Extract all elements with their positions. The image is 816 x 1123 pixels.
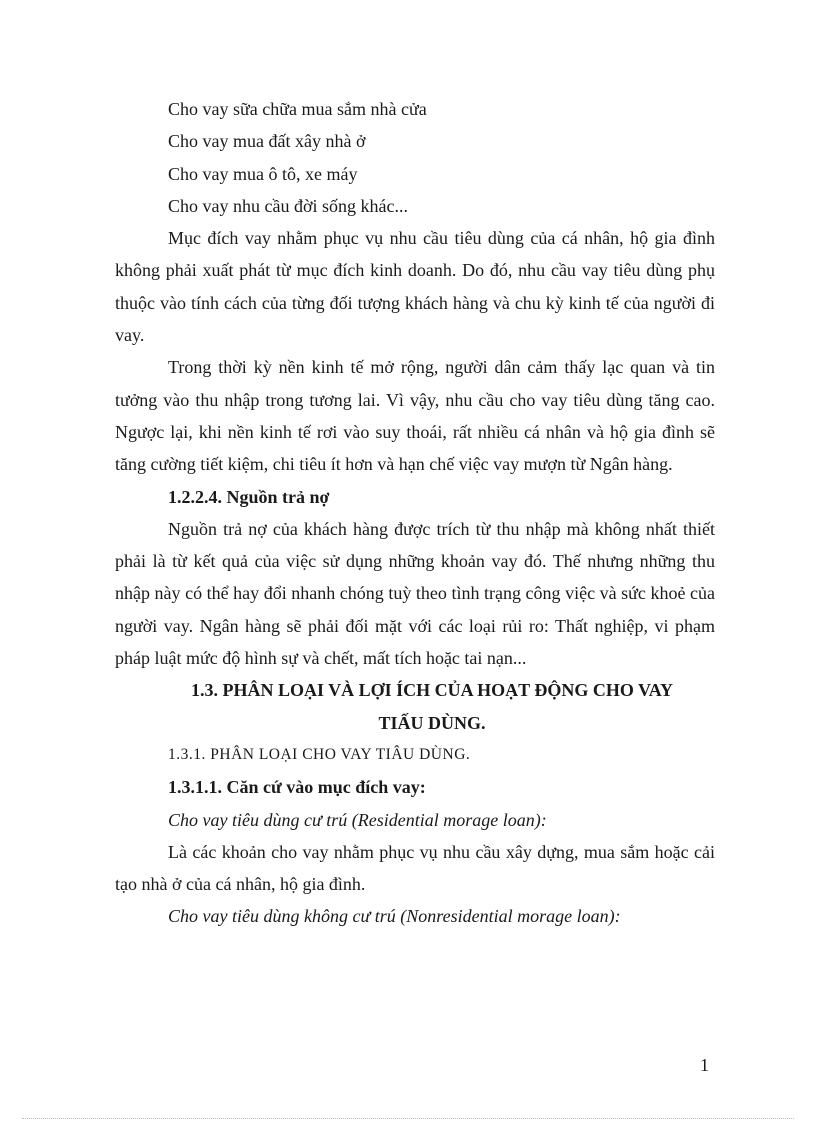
- list-item-other: Cho vay nhu cầu đời sống khác...: [168, 195, 408, 216]
- list-item-repair: Cho vay sữa chữa mua sắm nhà cửa: [168, 99, 427, 119]
- section-title-line-1: 1.3. PHÂN LOẠI VÀ LỢI ÍCH CỦA HOẠT ĐỘNG CHO VAY: [190, 680, 674, 701]
- page-number: 1: [700, 1055, 709, 1075]
- italic-residential: Cho vay tiêu dùng cư trú (Residential morage loan):: [168, 809, 547, 830]
- section-title-line-2: TIẤU DÙNG.: [378, 712, 486, 733]
- heading-by-purpose: 1.3.1.1. Căn cứ vào mục đích vay:: [168, 777, 426, 798]
- page-content: [115, 93, 715, 933]
- list-item-vehicle: Cho vay mua ô tô, xe máy: [168, 163, 358, 184]
- italic-nonresidential: Cho vay tiêu dùng không cư trú (Nonresidential morage loan):: [168, 906, 621, 927]
- paragraph-economy: Trong thời kỳ nền kinh tế mở rộng, người dân cảm thấy lạc quan và tin tưởng vào thu nhập trong tương lai. Vì vậy, nhu cầu cho vay tiêu dùng tăng cao. Ngược lại, khi nền kinh tế rơi vào suy thoái, rất nhiều cá nhân và hộ gia đình sẽ tăng cường tiết kiệm, chi tiêu ít hơn và hạn chế việc vay mượn từ Ngân hàng.: [115, 357, 715, 475]
- heading-repayment-source: 1.2.2.4. Nguồn trả nợ: [168, 486, 330, 507]
- paragraph-purpose: Mục đích vay nhằm phục vụ nhu cầu tiêu dùng của cá nhân, hộ gia đình không phải xuất phát từ mục đích kinh doanh. Do đó, nhu cầu vay tiêu dùng phụ thuộc vào tính cách của từng đối tượng khách hàng và chu kỳ kinh tế của người đi vay.: [115, 228, 715, 346]
- list-item-land: Cho vay mua đất xây nhà ở: [168, 131, 366, 152]
- paragraph-repayment: Nguồn trả nợ của khách hàng được trích từ thu nhập mà không nhất thiết phải là từ kết quả của việc sử dụng những khoản vay đó. Thế nhưng những thu nhập này có thể hay đổi nhanh chóng tuỳ theo tình trạng công việc và sức khoẻ của người vay. Ngân hàng sẽ phải đối mặt với các loại rủi ro: Thất nghiệp, vi phạm pháp luật mức độ hình sự và chết, mất tích hoặc tai nạn...: [115, 518, 715, 669]
- subsection-title: 1.3.1. PHÂN LOẠI CHO VAY TIÂU DÙNG.: [168, 745, 471, 763]
- page-bottom-divider: [22, 1118, 794, 1119]
- paragraph-residential: Là các khoản cho vay nhằm phục vụ nhu cầu xây dựng, mua sắm hoặc cải tạo nhà ở của cá nhân, hộ gia đình.: [115, 841, 715, 895]
